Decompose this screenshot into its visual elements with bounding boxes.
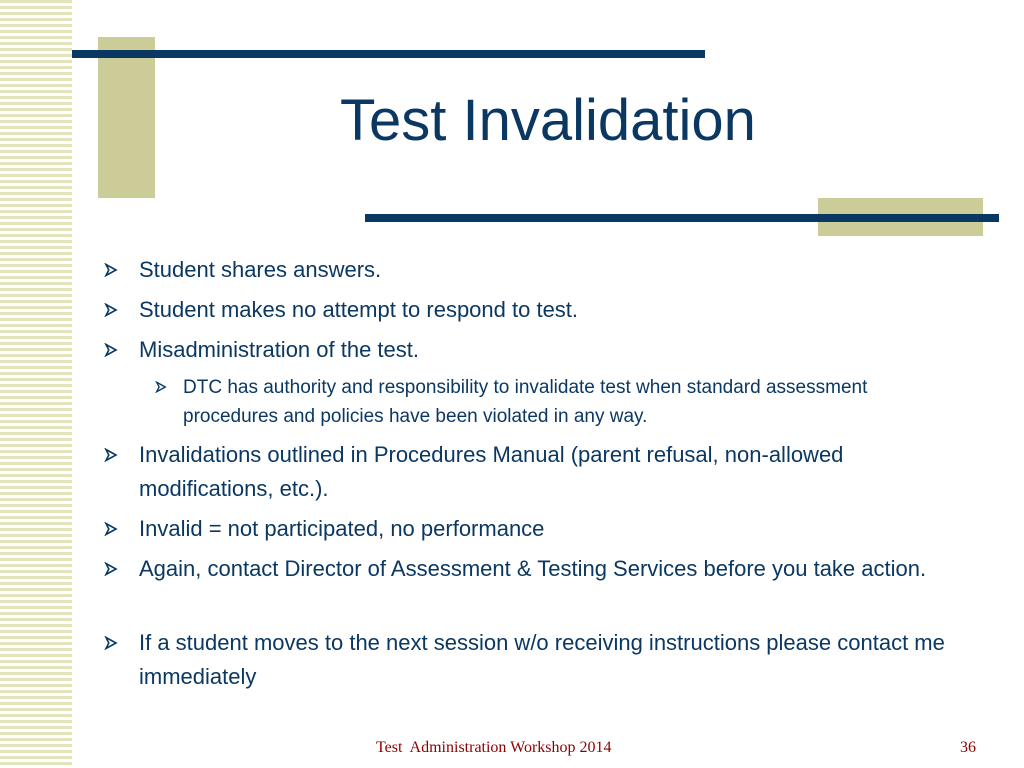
arrow-bullet-icon [104,626,118,650]
bullet-text: Again, contact Director of Assessment & Testing Services before you take action. [139,556,927,581]
arrow-bullet-icon [104,438,118,462]
bullet-text: Misadministration of the test. [139,337,420,362]
bullet-text: Invalid = not participated, no performance [139,516,545,541]
sub-bullet-item [183,373,943,431]
bullet-text: If a student moves to the next session w/o receiving instructions please contact me immediately [139,630,945,689]
bullet-item [139,438,979,506]
arrow-bullet-icon [104,552,118,576]
slide-title: Test Invalidation [340,88,756,153]
bullet-text: Student shares answers. [139,257,382,282]
bullet-text: Invalidations outlined in Procedures Manual (parent refusal, non-allowed modifications, etc.). [139,442,844,501]
bullet-item [139,552,979,586]
arrow-bullet-icon [104,512,118,536]
arrow-bullet-icon [104,253,118,277]
bullet-item [139,512,979,546]
footer-text: Test Administration Workshop 2014 [376,739,612,756]
arrow-bullet-icon [104,293,118,317]
bullet-text: Student makes no attempt to respond to test. [139,297,579,322]
page-number: 36 [960,739,976,756]
bullet-item [139,253,979,287]
arrow-bullet-icon [155,373,167,393]
arrow-bullet-icon [104,333,118,357]
sub-bullet-text: DTC has authority and responsibility to invalidate test when standard assessment procedures and policies have been violated in any way. [183,377,868,427]
bullet-item [139,626,979,694]
bullet-item [139,333,979,367]
bullet-item [139,293,979,327]
